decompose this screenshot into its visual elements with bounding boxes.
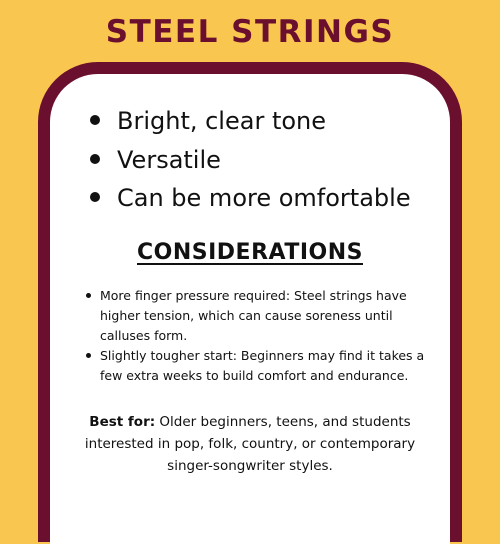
considerations-list [84, 286, 429, 386]
considerations-heading: CONSIDERATIONS [137, 240, 363, 265]
bullet-icon [86, 353, 91, 358]
best-for-label: Best for: [89, 414, 156, 430]
bullet-icon [90, 192, 100, 202]
best-for-section [80, 411, 420, 477]
considerations-heading-wrap [0, 240, 500, 265]
list-item [88, 141, 411, 180]
list-item [88, 179, 411, 218]
bullet-icon [86, 293, 91, 298]
bullet-icon [90, 115, 100, 125]
bullet-icon [90, 154, 100, 164]
pros-list [88, 102, 411, 218]
consideration-text: More finger pressure required: Steel strings have higher tension, which can cause soreness until calluses form. [100, 288, 407, 343]
pro-text: Versatile [117, 145, 221, 174]
best-for-text: Older beginners, teens, and students interested in pop, folk, country, or contemporary singer-songwriter styles. [84, 414, 416, 474]
pro-text: Can be more omfortable [117, 184, 411, 212]
page-title: STEEL STRINGS [105, 14, 395, 50]
pro-text: Bright, clear tone [117, 107, 327, 135]
list-item [84, 346, 429, 386]
consideration-text: Slightly tougher start: Beginners may find it takes a few extra weeks to build comfort and endurance. [100, 348, 425, 383]
list-item [88, 102, 411, 141]
list-item [84, 286, 429, 346]
